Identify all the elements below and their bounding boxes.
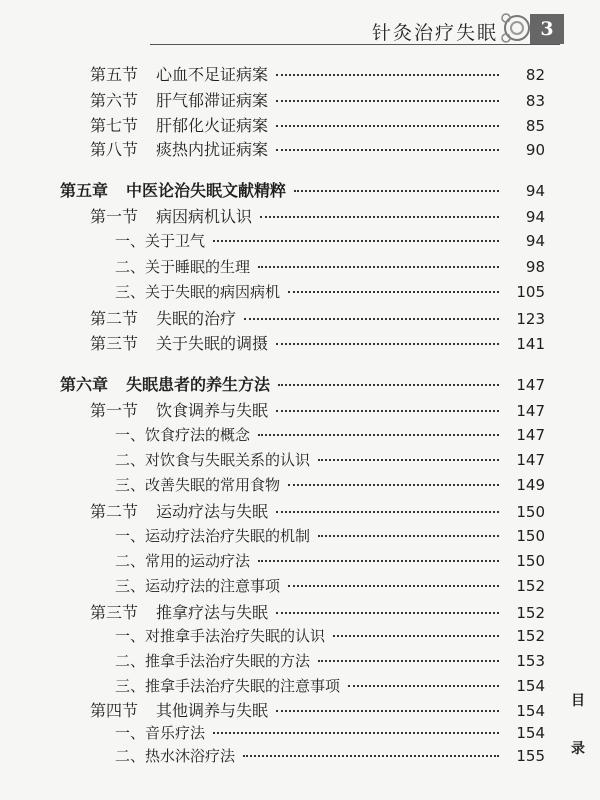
toc-entry-section[interactable] xyxy=(90,88,545,114)
toc-entry-chapter[interactable] xyxy=(60,178,545,204)
toc-leader-dots xyxy=(276,125,499,127)
toc-entry-text: 失眠患者的养生方法 xyxy=(126,375,271,394)
toc-entry-text: 改善失眠的常用食物 xyxy=(145,476,281,494)
toc-leader-dots xyxy=(294,190,499,192)
toc-entry-section[interactable] xyxy=(90,204,545,230)
toc-entry-text: 运动疗法治疗失眠的机制 xyxy=(145,527,311,545)
toc-entry-title xyxy=(90,88,268,111)
toc-entry-title xyxy=(90,306,236,329)
toc-entry-label: 第六章 xyxy=(60,375,109,394)
running-header-title: 针灸治疗失眠 xyxy=(372,22,499,44)
toc-leader-dots xyxy=(276,74,499,76)
toc-entry-label: 三、 xyxy=(115,677,146,695)
toc-entry-title xyxy=(115,230,205,251)
toc-entry-title xyxy=(90,398,268,421)
toc-entry-subsection[interactable] xyxy=(115,550,545,576)
toc-entry-text: 心血不足证病案 xyxy=(156,65,269,84)
toc-entry-title xyxy=(60,178,286,201)
toc-leader-dots xyxy=(276,100,499,102)
toc-entry-title xyxy=(115,745,235,766)
toc-page-number: 82 xyxy=(525,66,545,84)
toc-page-number: 83 xyxy=(525,92,545,110)
toc-entry-text: 饮食调养与失眠 xyxy=(156,401,269,420)
toc-page-number: 153 xyxy=(516,652,545,670)
toc-entry-subsection[interactable] xyxy=(115,256,545,282)
toc-page-number: 147 xyxy=(516,451,545,469)
toc-entry-label: 第二节 xyxy=(90,502,139,521)
toc-entry-section[interactable] xyxy=(90,62,545,88)
toc-entry-subsection[interactable] xyxy=(115,281,545,307)
toc-entry-label: 一、 xyxy=(115,527,146,545)
toc-entry-text: 关于失眠的调摄 xyxy=(156,334,269,353)
toc-entry-section[interactable] xyxy=(90,306,545,332)
toc-entry-subsection[interactable] xyxy=(115,474,545,500)
toc-entry-subsection[interactable] xyxy=(115,650,545,676)
toc-entry-label: 三、 xyxy=(115,476,146,494)
toc-entry-title xyxy=(115,256,250,277)
side-label-bottom: 录 xyxy=(571,741,585,757)
toc-page-number: 147 xyxy=(516,426,545,444)
toc-page-number: 155 xyxy=(516,747,545,765)
toc-entry-label: 第一节 xyxy=(90,207,139,226)
page-number-badge: 3 xyxy=(530,14,564,44)
toc-entry-subsection[interactable] xyxy=(115,575,545,601)
toc-entry-text: 中医论治失眠文献精粹 xyxy=(126,181,287,200)
toc-entry-label: 二、 xyxy=(115,552,146,570)
toc-leader-dots xyxy=(318,535,499,537)
toc-entry-title xyxy=(90,499,268,522)
toc-leader-dots xyxy=(288,484,499,486)
toc-page-number: 85 xyxy=(525,117,545,135)
toc-entry-subsection[interactable] xyxy=(115,230,545,256)
toc-leader-dots xyxy=(276,343,499,345)
toc-entry-title xyxy=(90,600,268,623)
toc-entry-label: 第四节 xyxy=(90,701,139,720)
toc-leader-dots xyxy=(278,384,499,386)
toc-entry-title xyxy=(90,62,268,85)
toc-page-number: 150 xyxy=(516,527,545,545)
toc-leader-dots xyxy=(244,318,499,320)
toc-entry-section[interactable] xyxy=(90,698,545,724)
toc-entry-title xyxy=(60,372,270,395)
toc-entry-label: 二、 xyxy=(115,258,146,276)
toc-entry-text: 关于睡眠的生理 xyxy=(145,258,251,276)
toc-page-number: 94 xyxy=(525,232,545,250)
toc-page-number: 105 xyxy=(516,283,545,301)
toc-entry-label: 一、 xyxy=(115,426,146,444)
toc-entry-chapter[interactable] xyxy=(60,372,545,398)
toc-entry-subsection[interactable] xyxy=(115,424,545,450)
toc-entry-text: 关于卫气 xyxy=(145,232,206,250)
toc-leader-dots xyxy=(333,635,499,637)
toc-entry-label: 第三节 xyxy=(90,334,139,353)
toc-entry-section[interactable] xyxy=(90,398,545,424)
toc-entry-label: 二、 xyxy=(115,747,146,765)
toc-entry-text: 音乐疗法 xyxy=(145,724,206,742)
toc-page-number: 123 xyxy=(516,310,545,328)
toc-page-number: 90 xyxy=(525,141,545,159)
toc-entry-title xyxy=(115,575,280,596)
toc-entry-title xyxy=(90,113,268,136)
toc-leader-dots xyxy=(276,612,499,614)
toc-entry-title xyxy=(115,525,310,546)
toc-entry-title xyxy=(90,698,268,721)
toc-entry-title xyxy=(115,281,280,302)
toc-page-number: 147 xyxy=(516,402,545,420)
toc-page-number: 154 xyxy=(516,724,545,742)
toc-leader-dots xyxy=(243,755,499,757)
toc-page-number: 154 xyxy=(516,702,545,720)
toc-entry-text: 推拿疗法与失眠 xyxy=(156,603,269,622)
toc-entry-label: 二、 xyxy=(115,451,146,469)
toc-entry-label: 二、 xyxy=(115,652,146,670)
toc-page-number: 94 xyxy=(525,182,545,200)
toc-leader-dots xyxy=(276,410,499,412)
toc-entry-section[interactable] xyxy=(90,331,545,357)
toc-page-number: 141 xyxy=(516,335,545,353)
toc-leader-dots xyxy=(258,560,499,562)
toc-leader-dots xyxy=(276,149,499,151)
toc-entry-text: 推拿手法治疗失眠的方法 xyxy=(145,652,311,670)
toc-entry-label: 一、 xyxy=(115,232,146,250)
toc-leader-dots xyxy=(276,710,499,712)
toc-page-number: 98 xyxy=(525,258,545,276)
toc-entry-title xyxy=(115,550,250,571)
toc-entry-label: 一、 xyxy=(115,627,146,645)
toc-entry-title xyxy=(90,204,252,227)
toc-entry-subsection[interactable] xyxy=(115,525,545,551)
toc-entry-section[interactable] xyxy=(90,137,545,163)
toc-entry-label: 第八节 xyxy=(90,140,139,159)
toc-leader-dots xyxy=(318,660,499,662)
toc-entry-text: 热水沐浴疗法 xyxy=(145,747,236,765)
toc-entry-text: 其他调养与失眠 xyxy=(156,701,269,720)
toc-entry-label: 第三节 xyxy=(90,603,139,622)
toc-entry-text: 肝气郁滞证病案 xyxy=(156,91,269,110)
toc-entry-label: 第一节 xyxy=(90,401,139,420)
toc-entry-title xyxy=(115,722,205,743)
toc-leader-dots xyxy=(213,732,499,734)
toc-page-number: 94 xyxy=(525,208,545,226)
toc-page-number: 152 xyxy=(516,604,545,622)
header-rule xyxy=(150,44,560,45)
toc-page-number: 154 xyxy=(516,677,545,695)
toc-entry-text: 推拿手法治疗失眠的注意事项 xyxy=(145,677,341,695)
toc-entry-title xyxy=(115,625,325,646)
toc-entry-label: 第五节 xyxy=(90,65,139,84)
toc-leader-dots xyxy=(288,291,499,293)
toc-leader-dots xyxy=(258,434,499,436)
toc-leader-dots xyxy=(348,685,499,687)
toc-page-number: 147 xyxy=(516,376,545,394)
toc-entry-title xyxy=(115,650,310,671)
toc-entry-text: 失眠的治疗 xyxy=(156,309,237,328)
toc-entry-title xyxy=(90,331,268,354)
side-label-top: 目 xyxy=(571,693,585,709)
toc-entry-text: 对饮食与失眠关系的认识 xyxy=(145,451,311,469)
toc-entry-label: 第五章 xyxy=(60,181,109,200)
toc-entry-text: 常用的运动疗法 xyxy=(145,552,251,570)
toc-entry-section[interactable] xyxy=(90,113,545,139)
toc-entry-section[interactable] xyxy=(90,600,545,626)
toc-entry-text: 关于失眠的病因病机 xyxy=(145,283,281,301)
toc-entry-title xyxy=(115,449,310,470)
toc-leader-dots xyxy=(276,511,499,513)
toc-entry-title xyxy=(115,424,250,445)
toc-entry-text: 肝郁化火证病案 xyxy=(156,116,269,135)
toc-page-number: 150 xyxy=(516,503,545,521)
toc-entry-text: 痰热内扰证病案 xyxy=(156,140,269,159)
toc-leader-dots xyxy=(213,240,499,242)
toc-page-number: 149 xyxy=(516,476,545,494)
toc-entry-label: 第二节 xyxy=(90,309,139,328)
toc-entry-label: 第七节 xyxy=(90,116,139,135)
toc-leader-dots xyxy=(260,216,499,218)
toc-page-number: 150 xyxy=(516,552,545,570)
toc-entry-label: 三、 xyxy=(115,577,146,595)
toc-page-number: 152 xyxy=(516,627,545,645)
toc-entry-subsection[interactable] xyxy=(115,745,545,771)
toc-entry-title xyxy=(115,474,280,495)
toc-entry-label: 第六节 xyxy=(90,91,139,110)
toc-entry-text: 对推拿手法治疗失眠的认识 xyxy=(145,627,326,645)
toc-entry-text: 运动疗法的注意事项 xyxy=(145,577,281,595)
toc-entry-title xyxy=(115,675,340,696)
toc-leader-dots xyxy=(288,585,499,587)
header-ornament-icon xyxy=(500,10,534,46)
toc-page-number: 152 xyxy=(516,577,545,595)
toc-entry-text: 运动疗法与失眠 xyxy=(156,502,269,521)
toc-entry-text: 饮食疗法的概念 xyxy=(145,426,251,444)
toc-entry-label: 三、 xyxy=(115,283,146,301)
toc-entry-title xyxy=(90,137,268,160)
toc-leader-dots xyxy=(318,459,499,461)
toc-entry-subsection[interactable] xyxy=(115,449,545,475)
toc-entry-label: 一、 xyxy=(115,724,146,742)
toc-entry-text: 病因病机认识 xyxy=(156,207,253,226)
toc-entry-subsection[interactable] xyxy=(115,625,545,651)
toc-leader-dots xyxy=(258,266,499,268)
toc-entry-section[interactable] xyxy=(90,499,545,525)
